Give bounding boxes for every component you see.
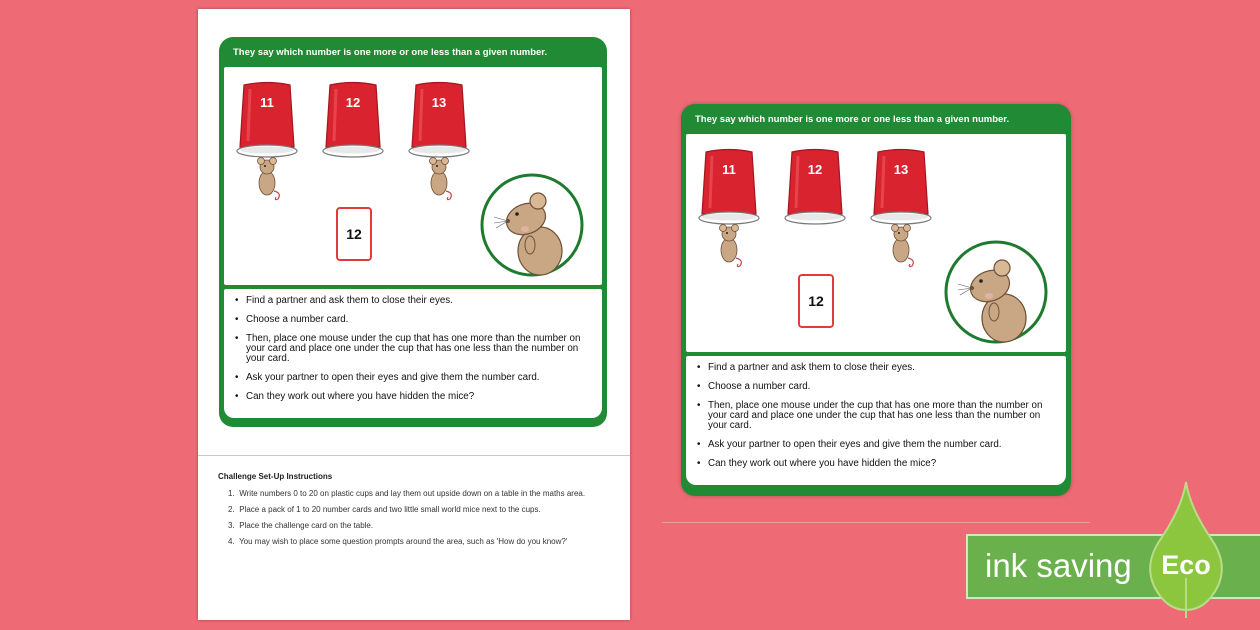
cup-number: 11 [722,162,736,177]
setup-title: Challenge Set-Up Instructions [218,472,333,481]
red-cup-icon [236,81,298,161]
red-cup-icon [408,81,470,161]
step-text: Place a pack of 1 to 20 number cards and two little small world mice next to the cups. [239,505,541,514]
setup-step [228,489,613,498]
eco-label: Eco [1161,550,1211,580]
mouse-portrait-icon [480,173,584,277]
step-number: 2. [228,505,235,514]
instruction-item: • Ask your partner to open their eyes and give them the number card. [234,373,592,383]
setup-step [228,521,613,530]
instruction-item: • Ask your partner to open their eyes and give them the number card. [696,440,1056,450]
divider-line [198,455,630,456]
small-mouse-icon [714,220,744,270]
cup-12 [322,81,384,161]
setup-instructions [218,472,613,553]
reflection-line [662,522,1090,523]
step-number: 4. [228,537,235,546]
featured-challenge-card [681,104,1071,496]
instruction-item: • Can they work out where you have hidden the mice? [696,459,1056,469]
step-number: 3. [228,521,235,530]
eco-leaf-icon [1146,478,1226,618]
mouse-portrait-icon [944,240,1048,344]
card-header: They say which number is one more or one less than a given number. [233,47,548,58]
instruction-item: • Find a partner and ask them to close their eyes. [696,363,1056,373]
red-cup-icon [870,148,932,228]
instruction-item: • Choose a number card. [696,382,1056,392]
instruction-list [686,356,1066,485]
cup-number: 12 [807,162,823,177]
cup-13 [870,148,932,228]
small-mouse-icon [252,153,282,203]
red-cup-icon [784,148,846,228]
instruction-item: • Find a partner and ask them to close their eyes. [234,296,592,306]
card-illustration [224,67,602,285]
cup-number: 13 [893,162,909,177]
small-mouse-icon [886,220,916,270]
instruction-item: • Then, place one mouse under the cup that has one more than the number on your card and place one under the cup that has one less than the number on your card. [696,401,1056,431]
instruction-list [224,289,602,418]
cup-12 [784,148,846,228]
instruction-item: • Then, place one mouse under the cup that has one more than the number on your card and place one under the cup that has one less than the number on your card. [234,334,592,364]
cup-11 [236,81,298,161]
small-mouse-icon [424,153,454,203]
red-cup-icon [322,81,384,161]
number-card: 12 [336,207,372,261]
step-text: You may wish to place some question prompts around the area, such as 'How do you know?' [239,537,568,546]
instruction-item: • Can they work out where you have hidden the mice? [234,392,592,402]
instruction-item: • Choose a number card. [234,315,592,325]
number-card: 12 [798,274,834,328]
printable-sheet [198,9,630,620]
step-text: Write numbers 0 to 20 on plastic cups and lay them out upside down on a table in the maths area. [239,489,586,498]
cup-number: 13 [431,95,447,110]
setup-steps [218,489,613,546]
setup-step [228,537,613,546]
cup-13 [408,81,470,161]
card-header: They say which number is one more or one less than a given number. [695,114,1010,125]
cup-number: 11 [260,95,274,110]
cup-11 [698,148,760,228]
setup-step [228,505,613,514]
card-illustration [686,134,1066,352]
step-number: 1. [228,489,235,498]
challenge-card [219,37,607,427]
ink-saving-label: ink saving [985,547,1132,584]
step-text: Place the challenge card on the table. [239,521,374,530]
red-cup-icon [698,148,760,228]
cup-number: 12 [345,95,361,110]
